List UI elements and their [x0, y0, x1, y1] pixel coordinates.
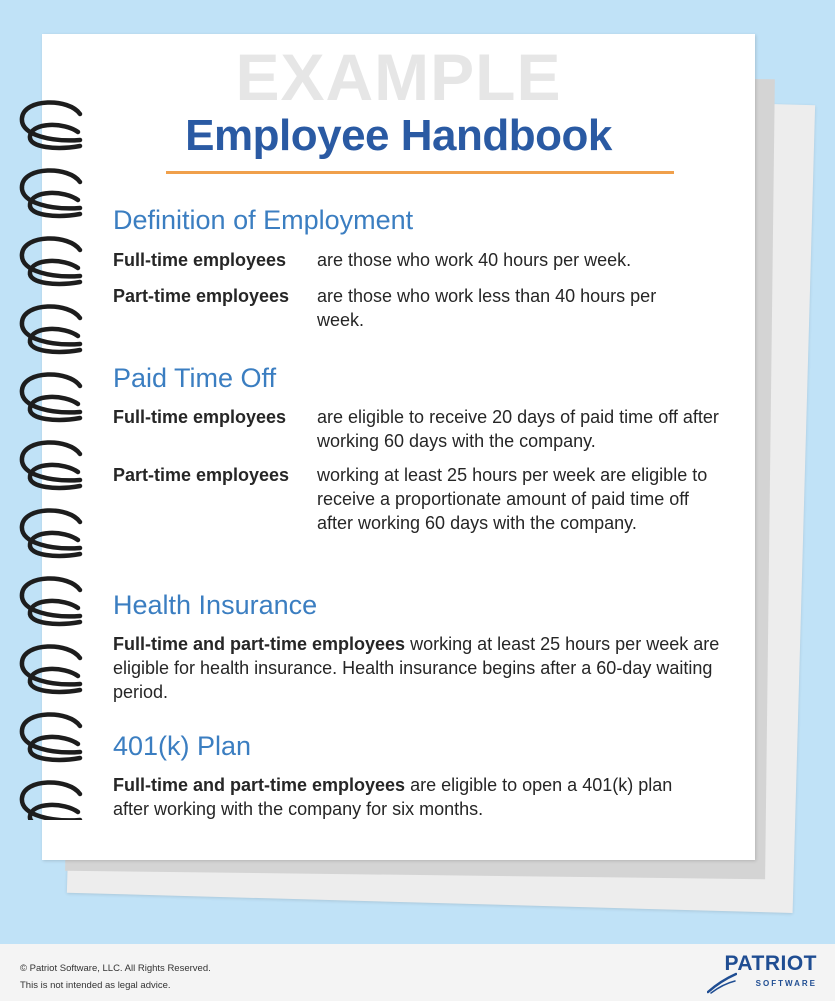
definition-part-time-text: are those who work less than 40 hours per week. — [317, 286, 657, 330]
plan-401k-lead: Full-time and part-time employees — [113, 775, 406, 795]
copyright-text: © Patriot Software, LLC. All Rights Reserved. — [20, 963, 211, 974]
definition-full-time-text: are those who work 40 hours per week. — [317, 250, 632, 270]
definition-part-time-label: Part-time employees — [113, 286, 290, 306]
definition-full-time-label: Full-time employees — [113, 250, 287, 270]
section-heading-401k: 401(k) Plan — [113, 731, 252, 761]
page-title: Employee Handbook — [185, 111, 612, 160]
pto-part-time-text: working at least 25 hours per week are eligible to receive a proportionate amount of paid time off after working 60 days with the company. — [317, 465, 708, 533]
pto-full-time-text: are eligible to receive 20 days of paid time off after working 60 days with the company. — [317, 407, 719, 451]
section-heading-health: Health Insurance — [113, 590, 318, 620]
logo-subtext: SOFTWARE — [755, 979, 817, 988]
section-heading-definition: Definition of Employment — [113, 205, 414, 235]
health-text: working at least 25 hours per week are eligible for health insurance. Health insurance begins after a 60-day waiting period. — [113, 634, 720, 702]
watermark-text: EXAMPLE — [235, 40, 562, 114]
plan-401k-paragraph — [113, 773, 713, 821]
patriot-software-logo[interactable] — [707, 952, 817, 996]
section-heading-pto: Paid Time Off — [113, 363, 277, 393]
footer — [0, 944, 835, 1001]
health-lead: Full-time and part-time employees — [113, 634, 406, 654]
pto-part-time-label: Part-time employees — [113, 465, 290, 485]
logo-wordmark: PATRIOT — [724, 952, 817, 975]
disclaimer-text: This is not intended as legal advice. — [20, 980, 171, 991]
spiral-binding-icon — [14, 100, 84, 820]
title-underline — [166, 171, 674, 174]
footer-legal — [20, 960, 211, 994]
health-insurance-paragraph — [113, 632, 723, 704]
plan-401k-text: are eligible to open a 401(k) plan after working with the company for six months. — [113, 775, 673, 819]
pto-full-time-label: Full-time employees — [113, 407, 287, 427]
